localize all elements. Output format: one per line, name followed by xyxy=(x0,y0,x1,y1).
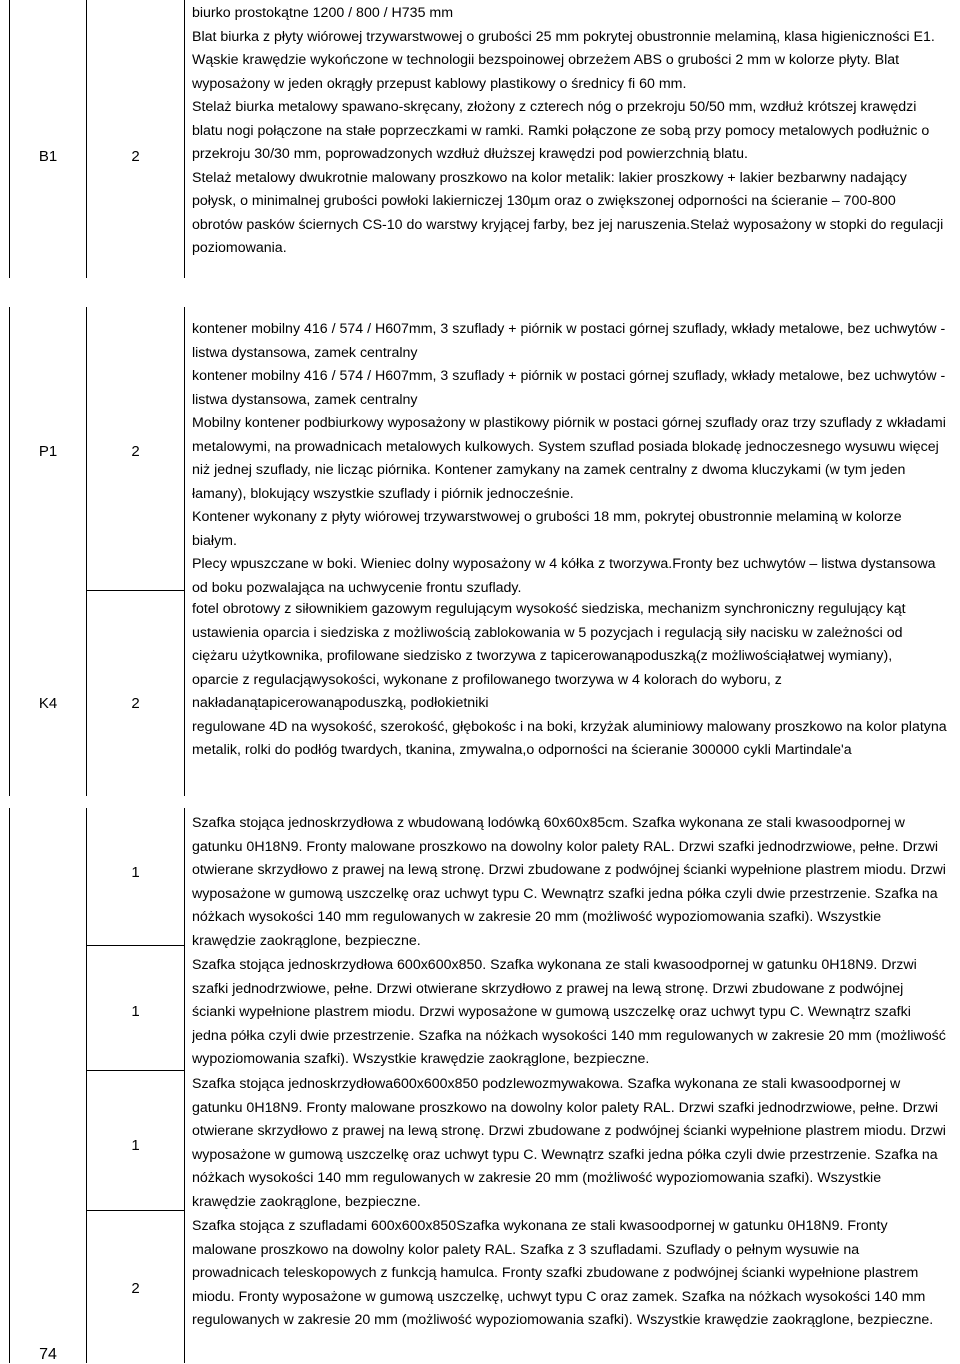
description-line: jedna półka czyli dwie przestrzenie. Szafka na nóżkach wysokości 140 mm regulowanych w zakresie 20 mm (możliwość xyxy=(192,1027,946,1044)
description-line: blatu nogi połączone na stałe poprzeczkami w ramki. Ramki połączone ze sobą przy pomocy metalowych podłużnic o xyxy=(192,122,930,139)
column-divider-qty xyxy=(184,808,185,1363)
description-line: połysk, o minimalnej grubości powłoki lakierniczej 130µm oraz o zwiększonej odporności na ścieranie – 700-800 xyxy=(192,193,896,209)
row-divider xyxy=(86,590,185,591)
description-line: kontener mobilny 416 / 574 / H607mm, 3 szuflady + piórnik w postaci górnej szuflady, wkłady metalowe, bez uchwytów - xyxy=(192,368,946,384)
table-border-left xyxy=(9,307,10,796)
item-code: B1 xyxy=(38,148,58,165)
description-line: niż jednej szuflady, nie licząc piórnika. Kontener zamykany na zamek centralny z dwoma kluczykami (w tym jeden xyxy=(192,462,906,478)
description-line: listwa dystansowa, zamek centralny xyxy=(192,391,418,408)
item-quantity: 1 xyxy=(131,1137,140,1154)
column-divider-qty xyxy=(184,0,185,278)
item-quantity: 2 xyxy=(131,1280,140,1297)
column-divider-code xyxy=(86,307,87,796)
item-quantity: 2 xyxy=(131,443,140,460)
description-line: kontener mobilny 416 / 574 / H607mm, 3 szuflady + piórnik w postaci górnej szuflady, wkłady metalowe, bez uchwytów - xyxy=(192,321,946,337)
description-line: od boku pozwalająca na uchwycenie frontu szuflady. xyxy=(192,579,522,596)
item-code: P1 xyxy=(38,443,58,460)
description-line: ustawienia oparcia i siedziska z możliwością zablokowania w 5 pozycjach i regulacją siły nacisku w zależności od xyxy=(192,624,903,641)
description-line: poziomowania. xyxy=(192,240,287,256)
description-line: wypoziomowania szafki). Wszystkie krawędzie zaokrąglone, bezpieczne. xyxy=(192,1051,650,1067)
description-line: Szafka stojąca jednoskrzydłowa600x600x850 podzlewozmywakowa. Szafka wykonana ze stali kwasoodpornej w xyxy=(192,1076,901,1092)
description-line: białym. xyxy=(192,532,237,549)
item-description xyxy=(192,2,958,261)
description-line: metalik, rolki do podłóg twardych, tkanina, zmywalna,o odporności na ścieranie 300000 cykli Martindale'a xyxy=(192,742,852,758)
description-line: miodu. Fronty wyposażone w gumową uszczelkę, uchwyt typu C oraz zamek. Szafka na nóżkach wysokości 140 mm xyxy=(192,1288,926,1305)
item-quantity: 2 xyxy=(131,148,140,165)
item-quantity: 2 xyxy=(131,695,140,712)
description-line: prowadnicach teleskopowych z funkcją hamulca. Fronty szafki zbudowane z podwójnej ścianki wypełnione plastrem xyxy=(192,1265,919,1281)
description-line: oparcie z regulacjąwysokości, wykonane z profilowanego tworzywa w 4 kolorach do wyboru, z xyxy=(192,671,782,688)
description-line: nóżkach wysokości 140 mm regulowanych w zakresie 20 mm (możliwość wypoziomowania szafki). Wszystkie xyxy=(192,1170,882,1186)
description-line: nóżkach wysokości 140 mm regulowanych w zakresie 20 mm (możliwość wypoziomowania szafki). Wszystkie xyxy=(192,909,882,925)
description-line: wyposażony w jeden okrągły przepust kablowy plastikowy o średnicy fi 60 mm. xyxy=(192,75,687,92)
item-quantity: 1 xyxy=(131,1003,140,1020)
description-line: szafki jednodrzwiowe, pełne. Drzwi otwierane skrzydłowo z prawej na lewą stronę. Drzwi zbudowane z podwójnej xyxy=(192,980,904,997)
description-line: ścianki wypełnione plastrem miodu. Drzwi wyposażone w gumową uszczelkę oraz uchwyt typu C. Wewnątrz szafki xyxy=(192,1004,911,1020)
description-line: Wąskie krawędzie wykończone w technologii bezspoinowej obrzeżem ABS o grubości 2 mm w kolorze płyty. Blat xyxy=(192,52,900,68)
description-line: metalowymi, na prowadnicach metalowych kulkowych. System szuflad posiada blokadę jednoczesnego wysuwu więcej xyxy=(192,438,939,455)
item-description xyxy=(192,954,958,1072)
description-line: Stelaż metalowy dwukrotnie malowany proszkowo na kolor metalik: lakier proszkowy + lakier bezbarwny nadający xyxy=(192,169,907,186)
description-line: wyposażone w gumową uszczelkę oraz uchwyt typu C. Wewnątrz szafki jedna półka czyli dwie przestrzenie. Szafka na xyxy=(192,1146,938,1163)
description-line: wyposażone w gumową uszczelkę oraz uchwyt typu C. Wewnątrz szafki jedna półka czyli dwie przestrzenie. Szafka na xyxy=(192,885,938,902)
description-line: krawędzie zaokrąglone, bezpieczne. xyxy=(192,932,421,949)
description-line: listwa dystansowa, zamek centralny xyxy=(192,344,418,361)
description-line: Plecy wpuszczane w boki. Wieniec dolny wyposażony w 4 kółka z tworzywa.Fronty bez uchwytów – listwa dystansowa xyxy=(192,556,936,572)
description-line: łamany), blokujący wszystkie szuflady i piórnik jednocześnie. xyxy=(192,485,574,502)
description-line: malowane proszkowo na dowolny kolor palety RAL. Szafka z 3 szufladami. Szuflady o pełnym wysuwie na xyxy=(192,1241,860,1258)
description-line: biurko prostokątne 1200 / 800 / H735 mm xyxy=(192,5,454,21)
description-line: Szafka stojąca jednoskrzydłowa z wbudowaną lodówką 60x60x85cm. Szafka wykonana ze stali kwasoodpornej w xyxy=(192,815,905,831)
row-divider xyxy=(86,1210,185,1211)
description-line: nakładanątapicerowanąpoduszką, podłokietniki xyxy=(192,695,489,711)
description-line: Stelaż biurka metalowy spawano-skręcany, złożony z czterech nóg o przekroju 50/50 mm, wzdłuż krótszej krawędzi xyxy=(192,99,917,115)
description-line: otwierane skrzydłowo z prawej na lewą stronę. Drzwi zbudowane z podwójnej ścianki wypełnione plastrem miodu. Drzwi xyxy=(192,1123,946,1139)
item-description xyxy=(192,1215,958,1333)
table-border-left xyxy=(9,0,10,278)
description-line: ciężaru użytkownika, profilowane siedzisko z tworzywa z tapicerowanąpoduszką(z możliwościąłatwej wymiany), xyxy=(192,648,893,664)
description-line: regulowane 4D na wysokość, szerokość, głębokośc i na boki, krzyżak aluminiowy malowany proszkowo na kolor platyna xyxy=(192,718,947,735)
item-description xyxy=(192,598,958,763)
item-description xyxy=(192,812,958,953)
description-line: krawędzie zaokrąglone, bezpieczne. xyxy=(192,1193,421,1210)
description-line: przekroju 30/30 mm, poprowadzonych wzdłuż dłuższej krawędzi pod powierzchnią blatu. xyxy=(192,146,748,162)
description-line: Kontener wykonany z płyty wiórowej trzywarstwowej o grubości 18 mm, pokrytej obustronnie melaminą w kolorze xyxy=(192,509,902,525)
description-line: obrotów pasków ściernych CS-10 do warstwy kryjącej farby, bez jej naruszenia.Stelaż wyposażony w stopki do regulacji xyxy=(192,216,944,233)
description-line: otwierane skrzydłowo z prawej na lewą stronę. Drzwi zbudowane z podwójnej ścianki wypełnione plastrem miodu. Drzwi xyxy=(192,862,946,878)
row-divider xyxy=(86,1070,185,1071)
item-code: 74 xyxy=(39,1346,57,1363)
description-line: gatunku 0H18N9. Fronty malowane proszkowo na dowolny kolor palety RAL. Drzwi szafki jednodrzwiowe, pełne. Drzwi xyxy=(192,838,938,855)
column-divider-code xyxy=(86,0,87,278)
item-description xyxy=(192,1073,958,1214)
description-line: Szafka stojąca z szufladami 600x600x850Szafka wykonana ze stali kwasoodpornej w gatunku 0H18N9. Fronty xyxy=(192,1218,888,1234)
item-description xyxy=(192,318,958,600)
item-quantity: 1 xyxy=(131,864,140,881)
table-border-left xyxy=(9,808,10,1363)
item-code: K4 xyxy=(38,695,58,712)
description-line: regulowanych w zakresie 20 mm (możliwość wypoziomowania szafki). Wszystkie krawędzie zaokrąglone, bezpieczne. xyxy=(192,1312,934,1328)
description-line: gatunku 0H18N9. Fronty malowane proszkowo na dowolny kolor palety RAL. Drzwi szafki jednodrzwiowe, pełne. Drzwi xyxy=(192,1099,938,1116)
description-line: Mobilny kontener podbiurkowy wyposażony w plastikowy piórnik w postaci górnej szuflady oraz trzy szuflady z wkładami xyxy=(192,415,946,431)
description-line: fotel obrotowy z siłownikiem gazowym regulującym wysokość siedziska, mechanizm synchroniczny regulujący kąt xyxy=(192,601,906,617)
description-line: Szafka stojąca jednoskrzydłowa 600x600x850. Szafka wykonana ze stali kwasoodpornej w gatunku 0H18N9. Drzwi xyxy=(192,957,917,973)
description-line: Blat biurka z płyty wiórowej trzywarstwowej o grubości 25 mm pokrytej obustronnie melaminą, klasa higieniczności E1. xyxy=(192,28,935,45)
row-divider xyxy=(86,945,185,946)
column-divider-qty xyxy=(184,307,185,796)
